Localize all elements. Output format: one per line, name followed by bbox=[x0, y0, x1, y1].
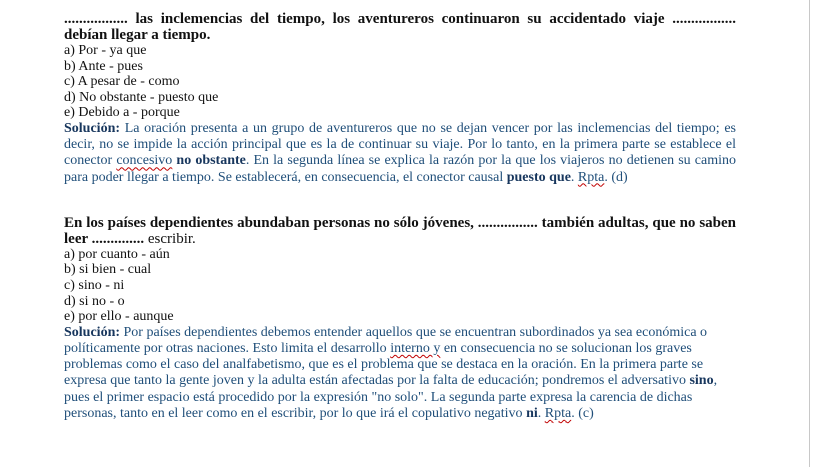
solution-text: Por países dependientes debemos entender aquellos que se encuentran subordinados ya sea económica o políticamente por otras naciones. Esto limita el desarrollo bbox=[64, 324, 708, 356]
connector-bold: no obstante bbox=[176, 153, 246, 169]
question-2-tail: escribir. bbox=[144, 230, 196, 247]
solution-label: Solución: bbox=[64, 324, 121, 340]
spellcheck-word: interno y bbox=[390, 340, 441, 356]
answer-text: . (c) bbox=[571, 405, 594, 421]
option-a: a) Por - ya que bbox=[64, 43, 147, 58]
solution-2 bbox=[64, 325, 736, 422]
connector-bold: ni bbox=[526, 405, 538, 421]
option-c: c) sino - ni bbox=[64, 277, 125, 293]
spellcheck-word: Rpta bbox=[544, 405, 572, 421]
solution-text: , pues el primer espacio está procedido por la expresión "no solo". La segunda parte expresa la carencia de dichas personas, tanto en el leer como en el escribir, por lo que irá el copulativo negativo bbox=[64, 373, 718, 421]
question-2-bold: En los países dependientes abundaban personas no sólo jóvenes, ................ también adultas, que no saben leer .............. bbox=[64, 214, 736, 247]
question-1-options bbox=[64, 43, 736, 121]
connector-bold: puesto que bbox=[506, 169, 571, 185]
option-e: e) por ello - aunque bbox=[64, 309, 174, 325]
option-e: e) Debido a - porque bbox=[64, 105, 180, 121]
question-2-options bbox=[64, 247, 736, 325]
solution-text: . bbox=[570, 169, 578, 185]
question-2 bbox=[64, 215, 736, 247]
option-a: a) por cuanto - aún bbox=[64, 246, 170, 262]
answer-text: . (d) bbox=[604, 169, 628, 185]
page-right-border bbox=[809, 0, 810, 467]
solution-text: . En la segunda línea se explica la razón por la que los viajeros no detienen su camino para poder llegar a tiempo. Se establecerá, en consecuencia, el conector causal bbox=[64, 153, 737, 185]
spellcheck-word: concesivo bbox=[116, 153, 173, 169]
solution-text: La oración presenta a un grupo de aventureros que no se dejan vencer por las inclemencias del tiempo; es decir, no se impide la acción principal que es la de continuar su viaje. Por lo tanto, en la primera parte se establece el conector bbox=[64, 120, 736, 169]
option-d: d) No obstante - puesto que bbox=[64, 89, 219, 105]
document-page bbox=[64, 11, 736, 422]
connector-bold: sino bbox=[689, 373, 714, 389]
option-d: d) si no - o bbox=[64, 293, 125, 309]
solution-text: en consecuencia no se solucionan los graves problemas como el caso del analfabetismo, que es el problema que se destaca en la oración. En la primera parte se expresa que tanto la gente joven y la adulta están afectadas por la falta de educación; pondremos el adversativo bbox=[64, 340, 704, 389]
option-c: c) A pesar de - como bbox=[64, 74, 180, 90]
option-b: b) si bien - cual bbox=[64, 262, 152, 278]
question-1: ................. las inclemencias del tiempo, los aventureros continuaron su accidentado viaje ................. debían llegar a tiempo. bbox=[64, 11, 736, 43]
solution-label: Solución: bbox=[64, 120, 121, 136]
spellcheck-word: Rpta bbox=[577, 169, 605, 185]
option-b: b) Ante - pues bbox=[64, 58, 143, 74]
solution-text: . bbox=[537, 405, 545, 421]
solution-1 bbox=[64, 121, 736, 186]
